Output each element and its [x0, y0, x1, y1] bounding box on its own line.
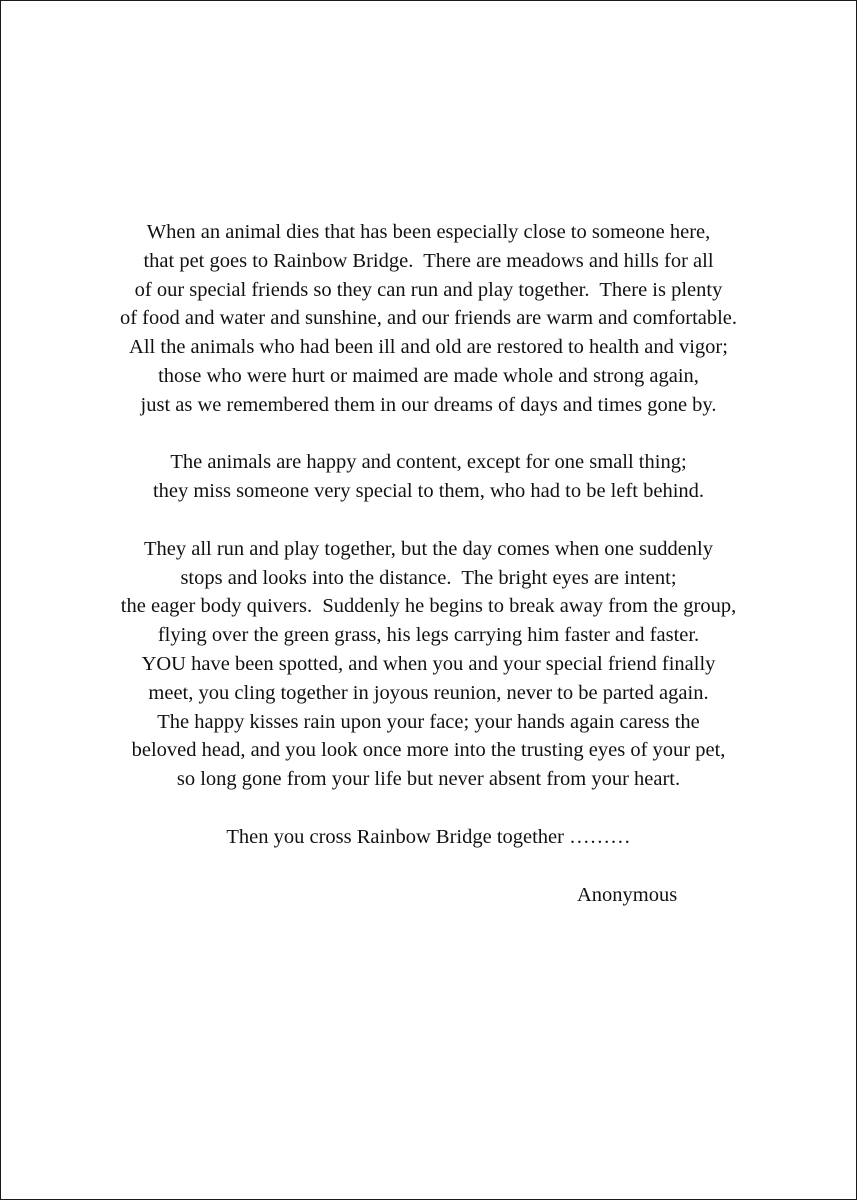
poem-stanza-3 [1, 535, 856, 794]
poem-line: The animals are happy and content, except for one small thing; [170, 451, 687, 474]
author-signature: Anonymous [577, 884, 678, 906]
poem-line: YOU have been spotted, and when you and your special friend finally [141, 652, 716, 675]
poem-line: They all run and play together, but the day comes when one suddenly [143, 537, 714, 560]
poem-text [1, 218, 856, 880]
poem-line: The happy kisses rain upon your face; your hands again caress the [157, 710, 700, 733]
poem-closing-line: Then you cross Rainbow Bridge together ……… [226, 825, 631, 848]
poem-line: flying over the green grass, his legs carrying him faster and faster. [157, 624, 700, 647]
poem-stanza-1 [1, 218, 856, 420]
poem-line: of our special friends so they can run and play together. There is plenty [134, 278, 723, 301]
poem-line: meet, you cling together in joyous reunion, never to be parted again. [148, 681, 709, 704]
poem-line: so long gone from your life but never absent from your heart. [176, 768, 681, 791]
poem-line: All the animals who had been ill and old are restored to health and vigor; [129, 336, 728, 359]
poem-line: they miss someone very special to them, who had to be left behind. [152, 480, 705, 503]
poem-line: that pet goes to Rainbow Bridge. There are meadows and hills for all [143, 249, 714, 272]
poem-line: of food and water and sunshine, and our friends are warm and comfortable. [119, 307, 738, 330]
poem-line: beloved head, and you look once more into the trusting eyes of your pet, [131, 739, 726, 762]
poem-stanza-2 [1, 448, 856, 506]
poem-line: just as we remembered them in our dreams of days and times gone by. [140, 393, 717, 416]
poem-stanza-4 [1, 823, 856, 852]
poem-line: those who were hurt or maimed are made whole and strong again, [158, 364, 699, 387]
poem-line: the eager body quivers. Suddenly he begins to break away from the group, [120, 595, 737, 618]
poem-line: When an animal dies that has been especially close to someone here, [146, 221, 711, 243]
poem-line: stops and looks into the distance. The bright eyes are intent; [180, 566, 677, 589]
